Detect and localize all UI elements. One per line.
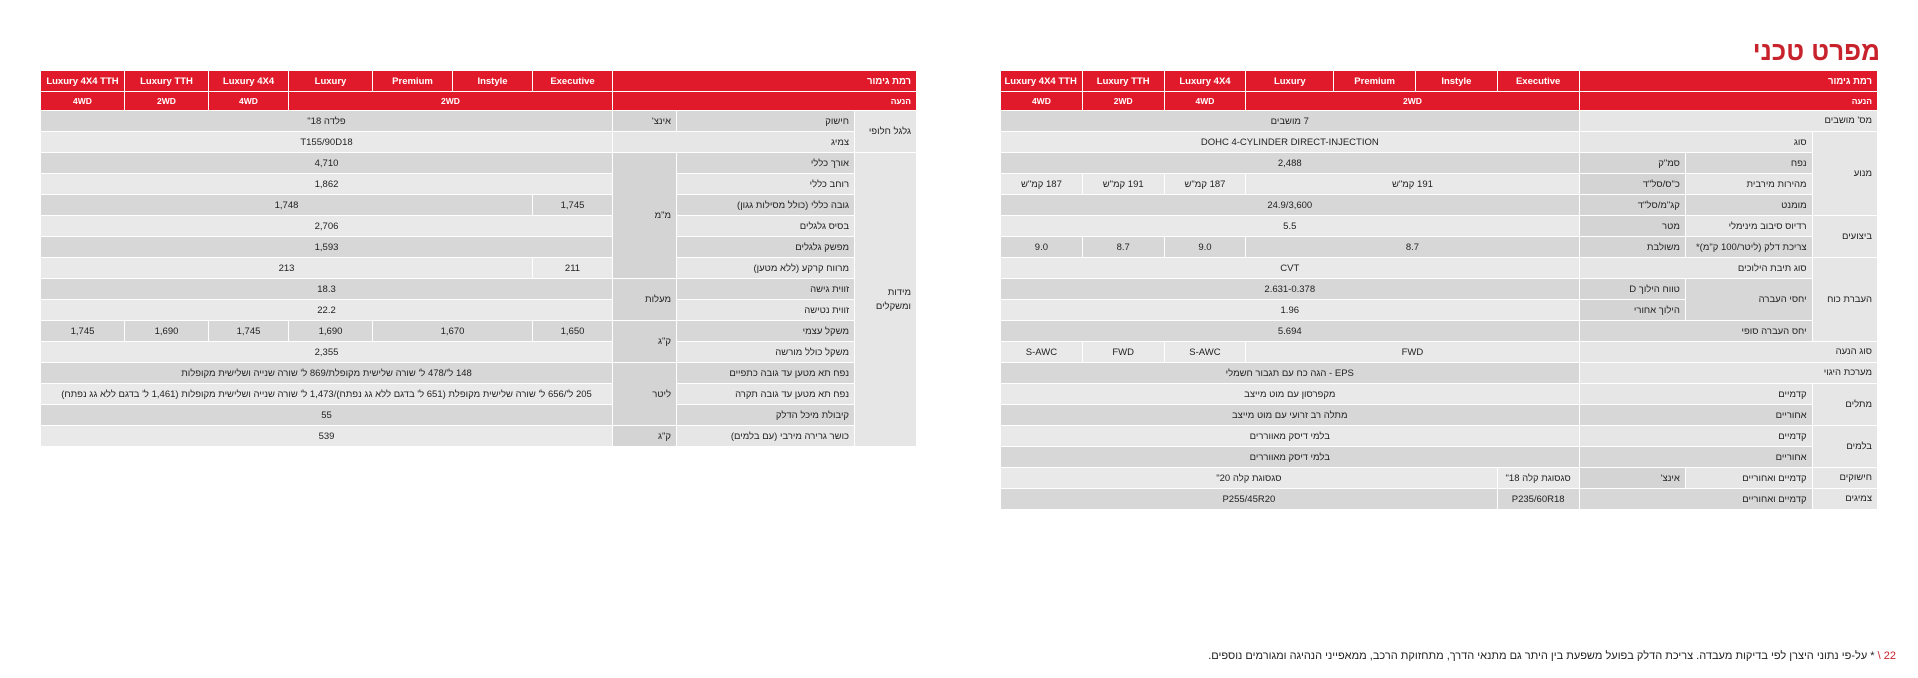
spec-row [1001,405,1878,426]
spec-label: רוחב כללי [677,174,855,195]
unit-label: מטר [1579,216,1685,237]
spec-label: כושר גרירה מירבי (עם בלמים) [677,426,855,447]
drive-type-cell: 2WD [289,92,613,111]
spec-value: FWD [1082,342,1164,363]
trim-column-header: Instyle [1416,71,1498,92]
spec-row [41,237,917,258]
drive-type-cell: 4WD [41,92,125,111]
drive-header-row [41,92,917,111]
category-label: מידות ומשקלים [855,153,917,447]
trim-column-header: Luxury TTH [1082,71,1164,92]
spec-label: מרווח קרקע (ללא מטען) [677,258,855,279]
spec-row [1001,426,1878,447]
spec-value: DOHC 4-CYLINDER DIRECT-INJECTION [1001,132,1580,153]
spec-value: P235/60R18 [1497,489,1579,510]
spec-label: גובה כללי (כולל מסילות גגון) [677,195,855,216]
spec-row [41,300,917,321]
trim-column-header: Luxury 4X4 TTH [41,71,125,92]
spec-row [41,363,917,384]
spec-table-left [40,70,917,447]
category-label: מערכת היגוי [1579,363,1877,384]
page-title: מפרט טכני [1752,36,1880,66]
spec-value: 1.96 [1001,300,1580,321]
drive-type-cell: 4WD [209,92,289,111]
category-label: בלמים [1812,426,1877,468]
spec-value: 22.2 [41,300,613,321]
spec-row [41,321,917,342]
unit-label: קג"מ/סל"ד [1579,195,1685,216]
spec-value: P255/45R20 [1001,489,1498,510]
category-label: סוג הנעה [1579,342,1877,363]
spec-row [1001,489,1878,510]
spec-value: בלמי דיסק מאווררים [1001,447,1580,468]
spec-value: 1,690 [289,321,373,342]
drive-type-cell: 2WD [1082,92,1164,111]
spec-row [41,153,917,174]
trim-column-header: Luxury [1246,71,1334,92]
spec-value: סגסוגת קלה 20" [1001,468,1498,489]
spec-label: סוג תיבת הילוכים [1579,258,1812,279]
trim-column-header: Luxury 4X4 [209,71,289,92]
spec-value: 8.7 [1246,237,1579,258]
spec-label: קיבולת מיכל הדלק [677,405,855,426]
spec-row [1001,258,1878,279]
spec-value: 187 קמ"ש [1164,174,1246,195]
spec-value: 213 [41,258,533,279]
spec-value: 191 קמ"ש [1082,174,1164,195]
spec-value: 2,706 [41,216,613,237]
spec-row [1001,132,1878,153]
unit-label: מעלות [613,279,677,321]
spec-value: 9.0 [1164,237,1246,258]
spec-row [41,111,917,132]
spec-value: 211 [533,258,613,279]
spec-label: נפח תא מטען עד גובה תקרה [677,384,855,405]
spec-value: בלמי דיסק מאווררים [1001,426,1580,447]
trim-column-header: Premium [1334,71,1416,92]
spec-row [1001,237,1878,258]
spec-label: קדמיים ואחוריים [1685,468,1812,489]
spec-label: זווית נטישה [677,300,855,321]
category-label: צמיגים [1812,489,1877,510]
trim-header-row [41,71,917,92]
spec-value: 2.631-0.378 [1001,279,1580,300]
spec-label: צמיג [613,132,855,153]
spec-value: 1,690 [125,321,209,342]
category-label: חישוקים [1812,468,1877,489]
footnote [1160,650,1896,662]
drive-type-cell: 2WD [125,92,209,111]
spec-row [1001,153,1878,174]
unit-label: הילוך אחורי [1579,300,1685,321]
spec-value: S-AWC [1164,342,1246,363]
drive-type-cell: 2WD [1246,92,1579,111]
spec-label: אחוריים [1579,447,1812,468]
spec-label: קדמיים [1579,426,1812,447]
spec-row [1001,216,1878,237]
trim-column-header: Executive [1497,71,1579,92]
unit-label: מ"מ [613,153,677,279]
spec-value: 1,745 [41,321,125,342]
spec-row [41,195,917,216]
spec-label: בסיס גלגלים [677,216,855,237]
spec-row [41,279,917,300]
page-separator: \ [1877,650,1881,662]
spec-table-right [1000,70,1878,510]
spec-value: T155/90D18 [41,132,613,153]
spec-row [41,258,917,279]
spec-value: פלדה 18" [41,111,613,132]
unit-label: ליטר [613,363,677,426]
unit-label: כ"ס/סל"ד [1579,174,1685,195]
spec-row [41,405,917,426]
spec-row [41,342,917,363]
spec-row [1001,279,1878,300]
spec-row [41,384,917,405]
spec-row [41,174,917,195]
trim-column-header: Luxury TTH [125,71,209,92]
drive-header-row [1001,92,1878,111]
spec-label: משקל כולל מורשה [677,342,855,363]
drive-header-label: הנעה [613,92,917,111]
spec-row [1001,174,1878,195]
spec-value: 5.5 [1001,216,1580,237]
trim-header-row [1001,71,1878,92]
spec-value: 205 ל'/656 ל' שורה שלישית מקופלת (651 ל' בדגם ללא גג נפתח)/1,473 ל' שורה שנייה ושלישית מקופלות (1,461 ל' בדגם ללא גג נפתח) [41,384,613,405]
spec-value: 1,745 [209,321,289,342]
unit-label: טווח הילוך D [1579,279,1685,300]
spec-value: 24.9/3,600 [1001,195,1580,216]
spec-value: 1,650 [533,321,613,342]
trim-column-header: Luxury 4X4 [1164,71,1246,92]
category-label: מנוע [1812,132,1877,216]
spec-row [41,132,917,153]
spec-row [1001,342,1878,363]
unit-label: ק"ג [613,426,677,447]
footnote-text: * על-פי נתוני היצרן לפי בדיקות מעבדה. צריכת הדלק בפועל משפעת בין היתר גם מתנאי הדרך, מתחזוקת הרכב, ממאפייני הנהיגה ומגורמים נוספים. [1208,650,1875,662]
spec-value: 2,355 [41,342,613,363]
spec-label: נפח [1685,153,1812,174]
spec-label: מומנט [1685,195,1812,216]
category-label: ביצועים [1812,216,1877,258]
spec-value: 7 מושבים [1001,111,1580,132]
spec-label: זווית גישה [677,279,855,300]
spec-value: 1,748 [41,195,533,216]
spec-value: מקפרסון עם מוט מייצב [1001,384,1580,405]
trim-column-header: Luxury [289,71,373,92]
spec-row [1001,363,1878,384]
spec-value: 55 [41,405,613,426]
spec-value: 8.7 [1082,237,1164,258]
spec-label: חישוק [677,111,855,132]
spec-value: מתלה רב זרועי עם מוט מייצב [1001,405,1580,426]
spec-label: סוג [1579,132,1812,153]
drive-header-label: הנעה [1579,92,1877,111]
drive-type-cell: 4WD [1164,92,1246,111]
spec-value: 1,745 [533,195,613,216]
spec-value: סגסוגת קלה 18" [1497,468,1579,489]
trim-column-header: Instyle [453,71,533,92]
spec-value: 187 קמ"ש [1001,174,1083,195]
spec-label: קדמיים ואחוריים [1579,489,1812,510]
spec-value: EPS - הגה כח עם תגבור חשמלי [1001,363,1580,384]
spec-row [1001,321,1878,342]
spec-label: רדיוס סיבוב מינימלי [1685,216,1812,237]
spec-value: 1,862 [41,174,613,195]
page-number: 22 [1883,650,1896,662]
spec-row [1001,111,1878,132]
spec-value: 539 [41,426,613,447]
unit-label: משולבת [1579,237,1685,258]
unit-label: סמ"ק [1579,153,1685,174]
spec-label: צריכת דלק (ליטר/100 ק"מ)* [1685,237,1812,258]
spec-row [1001,447,1878,468]
category-label: מס' מושבים [1579,111,1877,132]
trim-column-header: Premium [373,71,453,92]
spec-label: מפשק גלגלים [677,237,855,258]
unit-label: אינצ' [1579,468,1685,489]
trim-header-label: רמת גימור [1579,71,1877,92]
spec-row [41,216,917,237]
spec-row [1001,468,1878,489]
spec-value: 1,670 [373,321,533,342]
spec-value: CVT [1001,258,1580,279]
spec-label: קדמיים [1579,384,1812,405]
unit-label: ק"ג [613,321,677,363]
category-label: גלגל חלופי [855,111,917,153]
category-label: העברת כוח [1812,258,1877,342]
spec-label: יחס העברה סופי [1579,321,1812,342]
spec-value: FWD [1246,342,1579,363]
spec-value: 4,710 [41,153,613,174]
spec-value: 5.694 [1001,321,1580,342]
unit-label: אינצ' [613,111,677,132]
spec-label: אחוריים [1579,405,1812,426]
spec-value: 18.3 [41,279,613,300]
spec-row [41,426,917,447]
spec-value: 191 קמ"ש [1246,174,1579,195]
spec-label: אורך כללי [677,153,855,174]
trim-header-label: רמת גימור [613,71,917,92]
drive-type-cell: 4WD [1001,92,1083,111]
spec-value: 148 ל'/478 ל' שורה שלישית מקופלת/869 ל' שורה שנייה ושלישית מקופלות [41,363,613,384]
spec-label: משקל עצמי [677,321,855,342]
spec-label: נפח תא מטען עד גובה כתפיים [677,363,855,384]
spec-label: מהירות מירבית [1685,174,1812,195]
spec-value: S-AWC [1001,342,1083,363]
spec-value: 2,488 [1001,153,1580,174]
trim-column-header: Luxury 4X4 TTH [1001,71,1083,92]
category-label: מתלים [1812,384,1877,426]
spec-value: 1,593 [41,237,613,258]
spec-value: 9.0 [1001,237,1083,258]
spec-row [1001,195,1878,216]
spec-label: יחסי העברה [1685,279,1812,321]
trim-column-header: Executive [533,71,613,92]
spec-row [1001,384,1878,405]
